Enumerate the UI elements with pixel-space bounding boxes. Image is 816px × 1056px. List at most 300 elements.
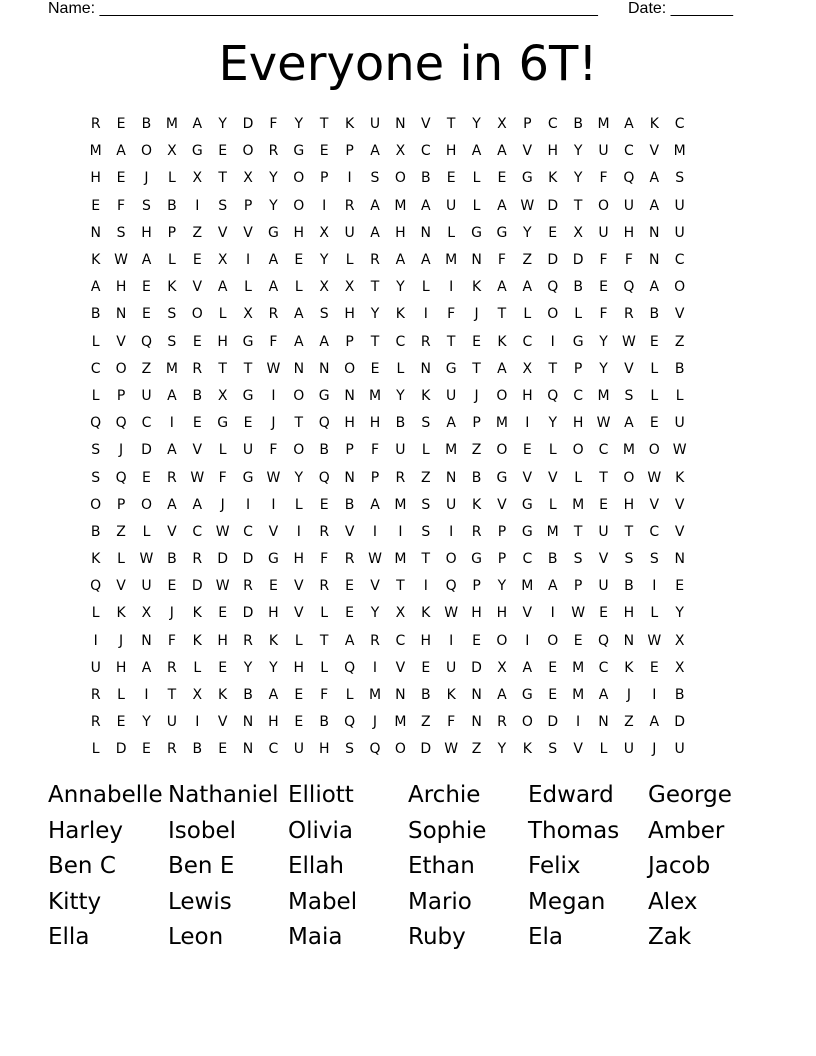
grid-letter: S: [319, 306, 329, 323]
grid-letter: A: [522, 279, 533, 296]
grid-letter: Y: [497, 741, 507, 758]
word-list-item: Mabel: [288, 888, 358, 915]
grid-letter: H: [623, 605, 635, 622]
grid-letter: O: [293, 170, 305, 187]
grid-letter: W: [266, 469, 281, 486]
grid-letter: N: [318, 360, 330, 377]
grid-letter: R: [268, 306, 279, 323]
grid-letter: E: [319, 143, 329, 160]
grid-letter: D: [191, 578, 203, 595]
grid-letter: L: [117, 687, 125, 704]
grid-row: [83, 329, 743, 356]
grid-letter: C: [598, 442, 609, 459]
grid-letter: H: [217, 632, 228, 649]
grid-letter: A: [497, 143, 507, 160]
word-list-item: Ben C: [48, 853, 116, 880]
grid-letter: O: [496, 442, 508, 459]
grid-letter: B: [319, 714, 330, 731]
grid-letter: N: [344, 387, 355, 404]
grid-letter: Q: [547, 279, 559, 296]
worksheet-header: [48, 0, 748, 20]
grid-letter: D: [242, 605, 254, 622]
grid-letter: Q: [115, 415, 127, 432]
grid-letter: E: [142, 741, 151, 758]
word-list-item: Ela: [528, 924, 564, 951]
grid-letter: I: [525, 415, 530, 432]
grid-letter: A: [268, 279, 279, 296]
grid-letter: M: [445, 442, 458, 459]
grid-letter: U: [623, 741, 635, 758]
word-list-item: Leon: [168, 924, 224, 951]
grid-letter: W: [596, 415, 611, 432]
grid-letter: V: [624, 360, 634, 377]
grid-letter: E: [345, 605, 355, 622]
grid-letter: T: [294, 415, 304, 432]
grid-letter: N: [649, 252, 660, 269]
grid-letter: U: [623, 197, 635, 214]
grid-letter: G: [242, 469, 254, 486]
grid-letter: Y: [548, 415, 557, 432]
grid-letter: K: [446, 687, 456, 704]
grid-letter: X: [243, 306, 253, 323]
grid-letter: K: [116, 605, 126, 622]
grid-row: [83, 600, 743, 627]
grid-row: [83, 138, 743, 165]
grid-letter: A: [192, 496, 203, 513]
grid-letter: A: [649, 714, 660, 731]
grid-letter: U: [674, 197, 685, 214]
grid-letter: A: [370, 224, 380, 241]
grid-letter: B: [471, 469, 482, 486]
grid-letter: E: [218, 659, 228, 676]
grid-letter: E: [472, 632, 481, 649]
grid-letter: H: [293, 659, 305, 676]
grid-letter: E: [294, 714, 304, 731]
word-list-item: Megan: [528, 888, 606, 915]
grid-letter: S: [116, 224, 126, 241]
grid-letter: G: [191, 143, 203, 160]
grid-letter: F: [624, 252, 633, 269]
grid-letter: X: [243, 170, 253, 187]
grid-letter: J: [652, 741, 657, 758]
grid-row: [83, 220, 743, 247]
grid-letter: Y: [599, 333, 608, 350]
grid-letter: D: [572, 252, 584, 269]
grid-letter: V: [167, 523, 177, 540]
grid-letter: D: [674, 714, 686, 731]
grid-letter: D: [242, 116, 254, 133]
word-list-item: Kitty: [48, 888, 102, 915]
grid-letter: G: [318, 387, 330, 404]
grid-letter: A: [624, 116, 634, 133]
grid-letter: I: [347, 170, 352, 187]
grid-letter: O: [623, 469, 635, 486]
grid-letter: Z: [192, 224, 203, 241]
grid-letter: B: [90, 306, 101, 323]
grid-row: [83, 437, 743, 464]
grid-letter: F: [599, 170, 608, 187]
grid-letter: E: [116, 170, 126, 187]
name-field-label: Name: ________________________________________________________: [48, 0, 598, 17]
word-list-item: Elliott: [288, 782, 354, 808]
word-list-item: Mario: [408, 888, 472, 915]
grid-letter: E: [421, 659, 431, 676]
grid-letter: Y: [472, 116, 481, 133]
grid-letter: P: [167, 224, 177, 241]
grid-letter: G: [496, 224, 508, 241]
grid-letter: P: [319, 170, 329, 187]
grid-letter: O: [521, 714, 533, 731]
grid-letter: L: [396, 360, 405, 377]
grid-letter: N: [344, 469, 355, 486]
grid-letter: A: [370, 197, 380, 214]
grid-letter: H: [369, 415, 381, 432]
grid-letter: I: [423, 578, 428, 595]
grid-letter: E: [116, 116, 126, 133]
grid-letter: V: [395, 659, 406, 676]
grid-letter: J: [169, 605, 174, 622]
grid-letter: F: [269, 116, 278, 133]
grid-letter: T: [446, 333, 456, 350]
grid-letter: T: [167, 687, 177, 704]
grid-letter: M: [165, 116, 178, 133]
grid-letter: D: [547, 252, 559, 269]
grid-letter: E: [345, 578, 355, 595]
grid-letter: M: [394, 714, 407, 731]
grid-letter: R: [90, 687, 101, 704]
grid-letter: E: [218, 143, 228, 160]
grid-letter: R: [192, 551, 203, 568]
grid-letter: O: [293, 197, 305, 214]
grid-letter: A: [522, 659, 533, 676]
grid-letter: P: [573, 578, 583, 595]
grid-letter: A: [649, 197, 660, 214]
grid-letter: H: [268, 605, 279, 622]
grid-letter: V: [497, 496, 507, 513]
grid-letter: V: [344, 523, 355, 540]
grid-letter: F: [497, 252, 506, 269]
grid-letter: I: [550, 333, 555, 350]
grid-letter: U: [674, 415, 685, 432]
grid-letter: X: [319, 279, 329, 296]
grid-letter: R: [624, 306, 634, 323]
grid-letter: E: [370, 360, 380, 377]
grid-letter: W: [368, 551, 382, 568]
grid-letter: Q: [140, 333, 152, 350]
grid-letter: E: [294, 687, 304, 704]
grid-letter: V: [649, 496, 660, 513]
grid-letter: B: [674, 687, 685, 704]
grid-letter: A: [497, 687, 507, 704]
grid-letter: E: [91, 197, 101, 214]
grid-letter: C: [649, 523, 660, 540]
word-list-item: Archie: [408, 782, 481, 808]
grid-letter: A: [167, 387, 177, 404]
grid-letter: N: [471, 714, 482, 731]
grid-letter: N: [445, 469, 457, 486]
grid-letter: O: [496, 387, 508, 404]
grid-letter: Q: [623, 170, 635, 187]
grid-letter: C: [395, 632, 406, 649]
grid-letter: F: [599, 252, 608, 269]
grid-letter: U: [446, 496, 457, 513]
grid-letter: D: [471, 659, 482, 676]
grid-letter: Y: [319, 252, 329, 269]
word-list-item: George: [648, 782, 732, 808]
grid-letter: L: [218, 442, 227, 459]
grid-letter: W: [114, 252, 128, 269]
grid-letter: U: [369, 116, 381, 133]
grid-letter: F: [447, 714, 456, 731]
grid-letter: Z: [116, 523, 126, 540]
grid-letter: V: [116, 333, 126, 350]
grid-letter: E: [142, 306, 151, 323]
grid-letter: U: [446, 659, 457, 676]
grid-row: [83, 356, 743, 383]
grid-letter: K: [421, 605, 431, 622]
grid-letter: Y: [269, 659, 278, 676]
grid-letter: L: [345, 687, 354, 704]
grid-letter: O: [394, 170, 406, 187]
grid-letter: V: [370, 578, 380, 595]
grid-letter: D: [242, 551, 254, 568]
grid-letter: Z: [141, 360, 152, 377]
grid-letter: I: [652, 578, 657, 595]
grid-letter: H: [318, 741, 330, 758]
grid-letter: V: [243, 224, 253, 241]
grid-letter: Q: [547, 387, 559, 404]
grid-letter: N: [90, 224, 101, 241]
grid-letter: B: [90, 523, 101, 540]
grid-letter: Q: [369, 741, 381, 758]
grid-letter: H: [471, 605, 482, 622]
grid-letter: X: [674, 659, 685, 676]
grid-letter: Z: [471, 442, 482, 459]
grid-letter: H: [293, 551, 305, 568]
grid-letter: R: [497, 714, 507, 731]
grid-letter: Q: [90, 415, 102, 432]
grid-letter: T: [446, 116, 456, 133]
grid-letter: U: [395, 442, 406, 459]
grid-letter: F: [447, 306, 456, 323]
grid-letter: E: [599, 496, 608, 513]
grid-letter: J: [474, 387, 479, 404]
grid-letter: S: [370, 170, 380, 187]
grid-letter: L: [320, 659, 329, 676]
grid-letter: E: [192, 415, 202, 432]
grid-letter: K: [675, 469, 685, 486]
grid-letter: Y: [269, 197, 278, 214]
grid-letter: D: [547, 714, 559, 731]
grid-letter: I: [423, 306, 428, 323]
grid-letter: A: [497, 197, 507, 214]
grid-letter: J: [119, 442, 124, 459]
grid-letter: E: [192, 252, 202, 269]
grid-letter: G: [268, 551, 279, 568]
grid-letter: S: [649, 551, 659, 568]
grid-letter: H: [395, 224, 406, 241]
grid-letter: O: [293, 442, 305, 459]
grid-letter: Q: [623, 279, 635, 296]
grid-letter: B: [192, 741, 203, 758]
word-list-item: Isobel: [168, 817, 236, 844]
grid-letter: P: [472, 415, 481, 432]
grid-letter: X: [497, 659, 507, 676]
grid-letter: G: [471, 551, 482, 568]
grid-letter: P: [472, 578, 481, 595]
grid-letter: M: [597, 387, 610, 404]
grid-letter: U: [90, 659, 101, 676]
grid-letter: H: [572, 415, 584, 432]
word-list-item: Alex: [648, 888, 698, 915]
grid-letter: P: [497, 523, 507, 540]
word-list-item: Ben E: [168, 853, 235, 880]
grid-letter: H: [547, 143, 558, 160]
word-list-item: Maia: [288, 924, 343, 951]
grid-row: [83, 301, 743, 328]
grid-letter: M: [368, 387, 382, 404]
grid-letter: O: [394, 741, 406, 758]
grid-letter: V: [268, 523, 279, 540]
grid-letter: Y: [243, 659, 253, 676]
grid-letter: A: [624, 415, 634, 432]
grid-letter: K: [548, 170, 558, 187]
grid-letter: H: [420, 632, 432, 649]
grid-letter: N: [141, 632, 152, 649]
grid-letter: I: [449, 523, 454, 540]
grid-letter: R: [370, 252, 380, 269]
grid-letter: O: [293, 387, 305, 404]
grid-letter: M: [622, 442, 635, 459]
grid-letter: Q: [318, 469, 330, 486]
grid-letter: A: [217, 279, 228, 296]
grid-letter: Q: [597, 632, 610, 649]
grid-letter: O: [597, 197, 610, 214]
grid-letter: H: [623, 496, 635, 513]
grid-letter: C: [268, 741, 279, 758]
grid-letter: L: [548, 442, 557, 459]
grid-letter: A: [598, 687, 609, 704]
grid-letter: W: [647, 469, 662, 486]
grid-letter: V: [522, 605, 533, 622]
grid-letter: N: [242, 714, 254, 731]
grid-letter: V: [674, 523, 685, 540]
word-list-item: Amber: [648, 817, 725, 844]
grid-letter: D: [141, 442, 152, 459]
grid-letter: L: [345, 252, 354, 269]
grid-letter: E: [548, 687, 558, 704]
grid-letter: X: [192, 687, 203, 704]
grid-letter: V: [116, 578, 126, 595]
grid-letter: I: [195, 197, 200, 214]
grid-letter: T: [319, 632, 329, 649]
grid-letter: V: [294, 605, 304, 622]
grid-letter: S: [624, 387, 634, 404]
grid-letter: E: [548, 224, 558, 241]
grid-letter: A: [90, 279, 101, 296]
grid-letter: I: [195, 714, 200, 731]
grid-letter: X: [522, 360, 533, 377]
grid-letter: A: [547, 578, 558, 595]
grid-letter: L: [599, 741, 608, 758]
grid-letter: I: [449, 632, 454, 649]
grid-letter: V: [674, 496, 685, 513]
grid-letter: T: [218, 170, 227, 187]
grid-letter: W: [215, 523, 230, 540]
grid-letter: V: [192, 279, 203, 296]
grid-letter: R: [471, 523, 482, 540]
grid-letter: N: [623, 632, 635, 649]
grid-letter: Y: [497, 578, 507, 595]
grid-letter: F: [167, 632, 176, 649]
grid-letter: V: [217, 224, 228, 241]
grid-letter: E: [599, 605, 608, 622]
grid-letter: I: [245, 252, 251, 269]
grid-letter: I: [398, 523, 403, 540]
grid-letter: Y: [396, 387, 405, 404]
grid-letter: L: [167, 252, 176, 269]
word-search-grid: [83, 111, 743, 764]
grid-letter: L: [142, 523, 151, 540]
grid-letter: K: [395, 306, 405, 323]
grid-letter: T: [218, 360, 227, 377]
grid-letter: T: [243, 360, 253, 377]
grid-letter: J: [144, 170, 149, 187]
grid-letter: G: [268, 224, 279, 241]
grid-letter: F: [370, 442, 380, 459]
grid-letter: M: [165, 360, 178, 377]
grid-letter: W: [444, 741, 459, 758]
grid-letter: E: [142, 469, 151, 486]
grid-letter: W: [647, 632, 662, 649]
grid-letter: L: [294, 496, 303, 513]
grid-letter: B: [674, 360, 685, 377]
grid-letter: O: [191, 306, 203, 323]
grid-letter: E: [192, 333, 202, 350]
grid-letter: B: [573, 116, 583, 133]
grid-letter: B: [141, 116, 152, 133]
grid-letter: N: [420, 224, 432, 241]
grid-letter: L: [294, 632, 303, 649]
grid-letter: J: [372, 714, 378, 731]
grid-letter: P: [497, 551, 507, 568]
grid-letter: I: [271, 387, 276, 404]
grid-letter: N: [242, 741, 254, 758]
grid-letter: R: [243, 578, 253, 595]
grid-letter: C: [395, 333, 406, 350]
grid-letter: H: [293, 224, 305, 241]
grid-letter: H: [496, 605, 508, 622]
grid-letter: L: [167, 170, 176, 187]
grid-letter: Y: [396, 279, 405, 296]
grid-row: [83, 682, 743, 709]
grid-letter: A: [395, 252, 406, 269]
grid-letter: I: [449, 279, 454, 296]
word-list-item: Felix: [528, 853, 581, 880]
grid-row: [83, 464, 743, 491]
grid-letter: F: [269, 333, 278, 350]
grid-letter: F: [117, 197, 126, 214]
word-list-item: Ella: [48, 924, 90, 951]
grid-letter: E: [649, 659, 659, 676]
grid-letter: Y: [599, 360, 608, 377]
grid-letter: C: [674, 252, 685, 269]
grid-letter: M: [546, 523, 559, 540]
word-list-item: Zak: [648, 924, 692, 951]
word-list-item: Olivia: [288, 817, 353, 844]
grid-letter: R: [370, 632, 380, 649]
grid-letter: M: [394, 551, 407, 568]
